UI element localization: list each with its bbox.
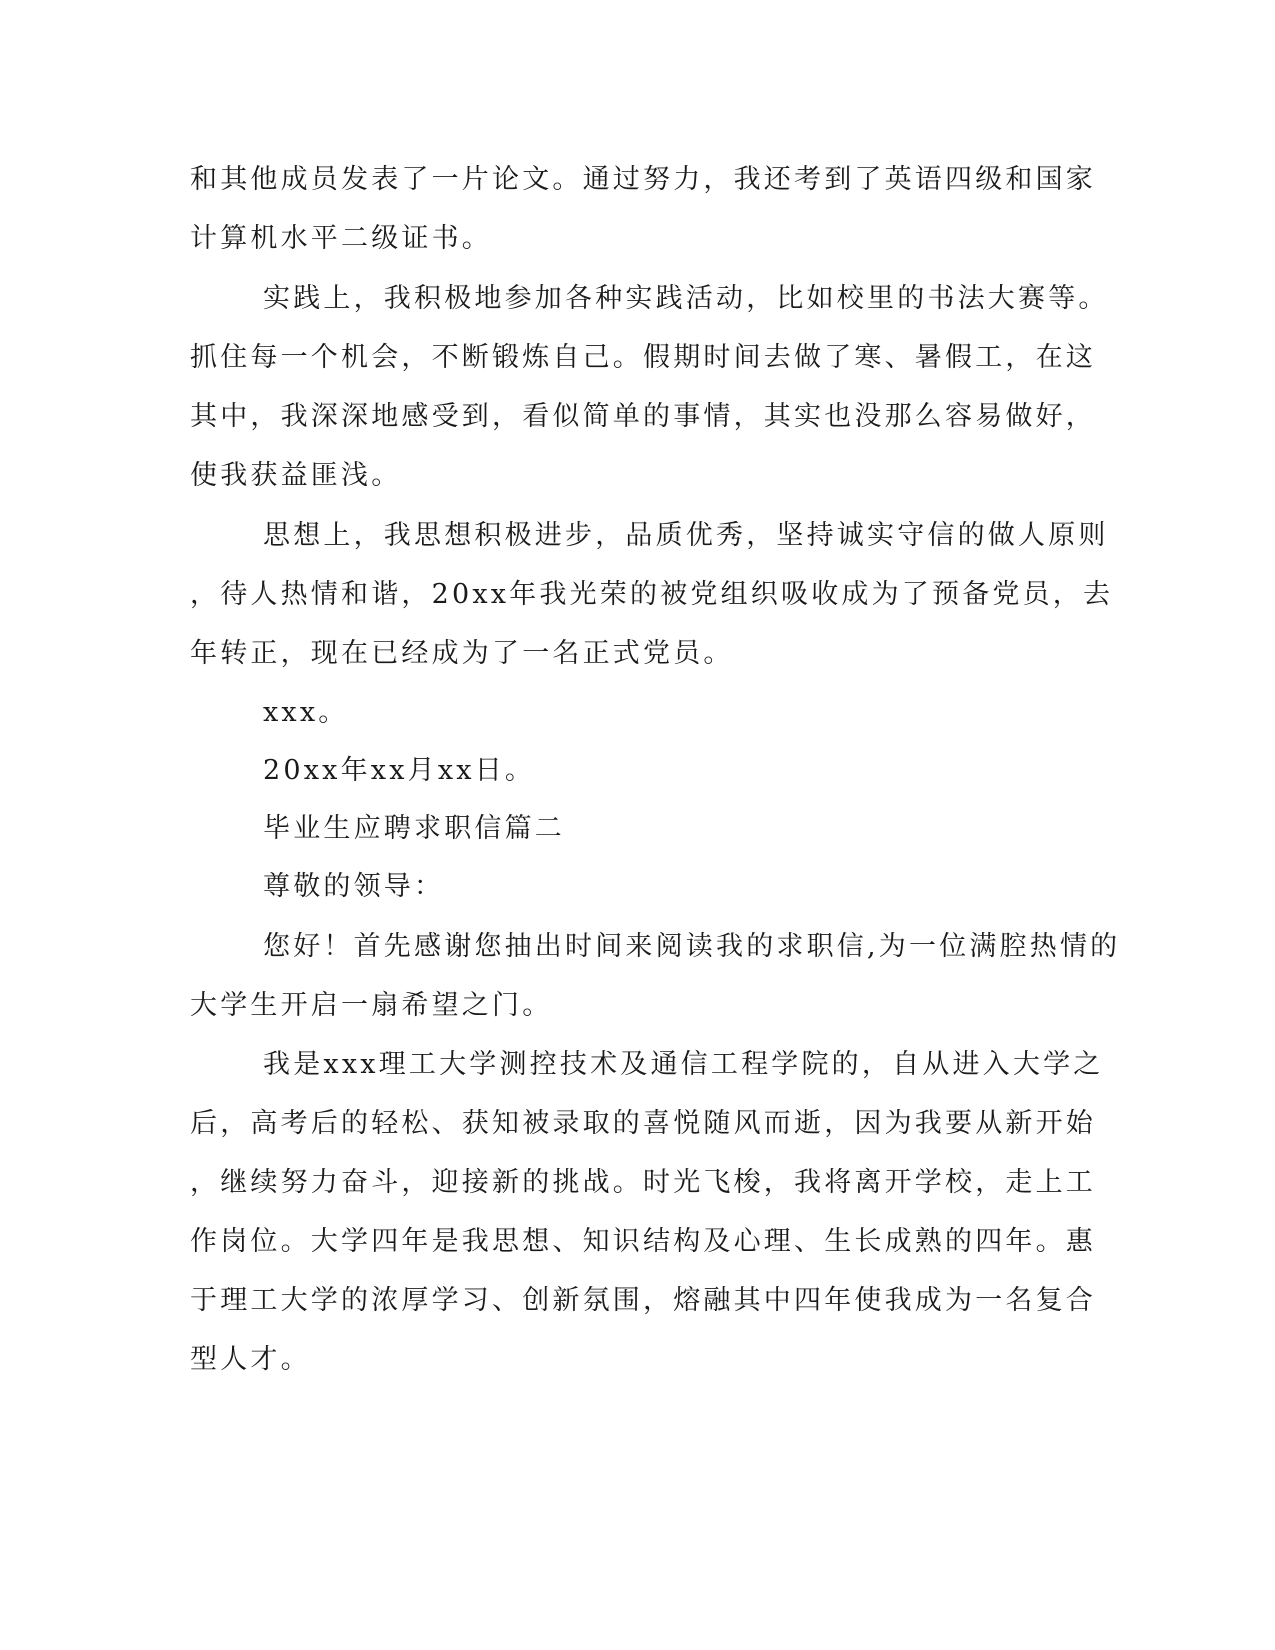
section-title: 毕业生应聘求职信篇二: [263, 813, 565, 844]
paragraph-start: 实践上，我积极地参加各种实践活动，比如校里的书法大赛等。: [263, 283, 1109, 314]
paragraph-start: 您好！首先感谢您抽出时间来阅读我的求职信,为一位满腔热情的: [263, 931, 1121, 962]
text-line: 计算机水平二级证书。: [190, 223, 492, 254]
paragraph-start: 我是xxx理工大学测控技术及通信工程学院的，自从进入大学之: [263, 1049, 1104, 1080]
text-line: 和其他成员发表了一片论文。通过努力，我还考到了英语四级和国家: [190, 164, 1096, 195]
salutation: 尊敬的领导：: [263, 871, 445, 902]
text-line: ，继续努力奋斗，迎接新的挑战。时光飞梭，我将离开学校，走上工: [190, 1167, 1096, 1198]
text-line: 型人才。: [190, 1344, 311, 1375]
text-line: 大学生开启一扇希望之门。: [190, 990, 553, 1021]
paragraph-start: 思想上，我思想积极进步，品质优秀，坚持诚实守信的做人原则: [263, 520, 1109, 551]
text-line: 其中，我深深地感受到，看似简单的事情，其实也没那么容易做好，: [190, 401, 1096, 432]
text-line: 年转正，现在已经成为了一名正式党员。: [190, 638, 734, 669]
text-line: ，待人热情和谐，20xx年我光荣的被党组织吸收成为了预备党员，去: [190, 579, 1114, 610]
text-line: 抓住每一个机会，不断锻炼自己。假期时间去做了寒、暑假工，在这: [190, 342, 1096, 373]
text-line: 作岗位。大学四年是我思想、知识结构及心理、生长成熟的四年。惠: [190, 1226, 1096, 1257]
text-line: 后，高考后的轻松、获知被录取的喜悦随风而逝，因为我要从新开始: [190, 1108, 1096, 1139]
text-line: 使我获益匪浅。: [190, 460, 402, 491]
signature-date: 20xx年xx月xx日。: [263, 755, 536, 786]
text-line: 于理工大学的浓厚学习、创新氛围，熔融其中四年使我成为一名复合: [190, 1285, 1096, 1316]
signature-name: xxx。: [263, 697, 349, 728]
